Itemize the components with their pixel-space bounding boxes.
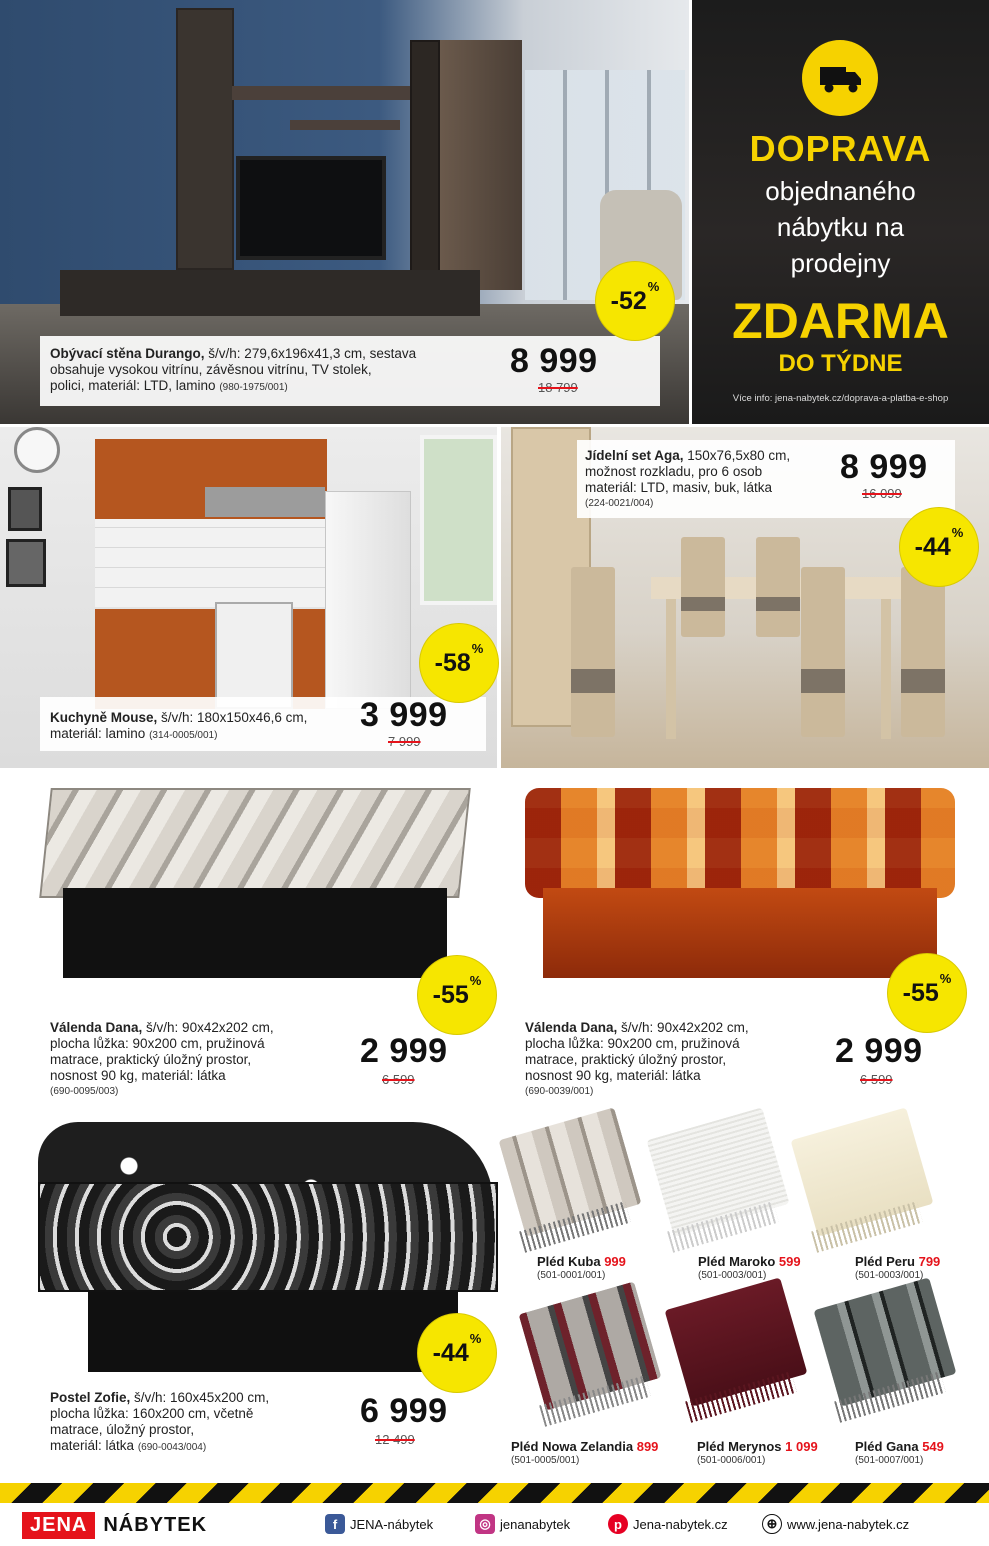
tv-image [236,156,386,260]
mouse-price: 3 999 [360,696,448,734]
throw-maroko-image [648,1118,788,1248]
mouse-old-price: 7 999 [388,734,421,749]
truck-icon [802,40,878,116]
product-name: Jídelní set Aga, [585,448,684,463]
durango-discount-badge: -52% [596,262,674,340]
dana2-description: Válenda Dana, š/v/h: 90x42x202 cm, plocha lůžka: 90x200 cm, pružinová matrace, praktický úložný prostor, nosnost 90 kg, materiál: látka (690-0039/001) [525,1020,825,1100]
product-code: (314-0005/001) [149,730,218,741]
product-name: Kuchyně Mouse, [50,710,158,725]
product-code: (690-0095/003) [50,1086,119,1097]
dana1-discount-badge: -55% [418,956,496,1034]
mouse-description: Kuchyně Mouse, š/v/h: 180x150x46,6 cm, materiál: lamino (314-0005/001) [50,710,308,741]
dana1-description: Válenda Dana, š/v/h: 90x42x202 cm, plocha lůžka: 90x200 cm, pružinová matrace, praktický úložný prostor, nosnost 90 kg, materiál: látka (690-0095/003) [50,1020,350,1100]
durango-old-price: 18 799 [538,380,578,395]
dana1-old-price: 6 599 [382,1072,415,1087]
facebook-icon: f [325,1514,345,1534]
delivery-free: ZDARMA [732,293,949,349]
product-name: Válenda Dana, [525,1020,618,1035]
product-code: (224-0021/004) [585,498,654,509]
throw-kuba-image [500,1118,640,1248]
dana1-price: 2 999 [360,1032,448,1070]
website-link[interactable]: ⊕ www.jena-nabytek.cz [762,1514,909,1534]
zofie-price: 6 999 [360,1392,448,1430]
product-name: Válenda Dana, [50,1020,143,1035]
dana2-discount-badge: -55% [888,954,966,1032]
aga-discount-badge: -44% [900,508,978,586]
throw-caption: Pléd Nowa Zelandia 899 (501-0005/001) [511,1439,659,1466]
durango-price: 8 999 [510,342,598,380]
facebook-link[interactable]: f JENA-nábytek [325,1514,433,1534]
delivery-ad [692,0,989,424]
throw-merynos-image [666,1288,806,1418]
throw-caption: Pléd Gana 549 (501-0007/001) [855,1439,944,1466]
clock-icon [14,427,60,473]
throw-peru-image [792,1118,932,1248]
zofie-old-price: 12 499 [375,1432,415,1447]
delivery-within: DO TÝDNE [778,350,903,377]
durango-description: Obývací stěna Durango, š/v/h: 279,6x196x41,3 cm, sestava obsahuje vysokou vitrínu, závěsnou vitrínu, TV stolek, polici, materiál: LTD, lamino (980-1975/001) [50,346,417,393]
delivery-line-1: objednaného [765,176,916,206]
aga-old-price: 16 099 [862,486,902,501]
product-code: (690-0043/004) [137,1442,207,1453]
throw-caption: Pléd Maroko 599 (501-0003/001) [698,1254,801,1281]
pinterest-link[interactable]: p Jena-nabytek.cz [608,1514,728,1534]
instagram-link[interactable]: ◎ jenanabytek [475,1514,570,1534]
hazard-stripes [0,1483,989,1503]
delivery-info-link[interactable]: Více info: jena-nabytek.cz/doprava-a-platba-e-shop [732,393,949,404]
throw-nowa-zelandia-image [520,1292,660,1422]
delivery-headline: DOPRAVA [749,128,932,169]
delivery-line-2: nábytku na [776,212,905,242]
aga-price: 8 999 [840,448,928,486]
delivery-line-3: prodejny [790,248,891,278]
throw-gana-image [815,1288,955,1418]
pinterest-icon: p [608,1514,628,1534]
product-code: (980-1975/001) [219,382,288,393]
dana2-price: 2 999 [835,1032,923,1070]
zofie-discount-badge: -44% [418,1314,496,1392]
throw-caption: Pléd Kuba 999 (501-0001/001) [537,1254,626,1281]
zofie-description: Postel Zofie, š/v/h: 160x45x200 cm, plocha lůžka: 160x200 cm, včetně matrace, úložný prostor, materiál: látka (690-0043/004) [50,1390,270,1453]
globe-icon: ⊕ [762,1514,782,1534]
mouse-discount-badge: -58% [420,624,498,702]
dana2-old-price: 6 599 [860,1072,893,1087]
jena-logo[interactable]: JENA NÁBYTEK [22,1510,207,1540]
throw-caption: Pléd Merynos 1 099 (501-0006/001) [697,1439,818,1466]
aga-description: Jídelní set Aga, 150x76,5x80 cm, možnost rozkladu, pro 6 osob materiál: LTD, masiv, buk, látka (224-0021/004) [585,448,835,512]
sofa-bed-orange-image [525,788,955,998]
instagram-icon: ◎ [475,1514,495,1534]
product-name: Obývací stěna Durango, [50,346,205,361]
throw-caption: Pléd Peru 799 (501-0003/001) [855,1254,941,1281]
product-code: (690-0039/001) [525,1086,594,1097]
product-name: Postel Zofie, [50,1390,131,1405]
sofa-bed-grey-image [45,788,465,998]
